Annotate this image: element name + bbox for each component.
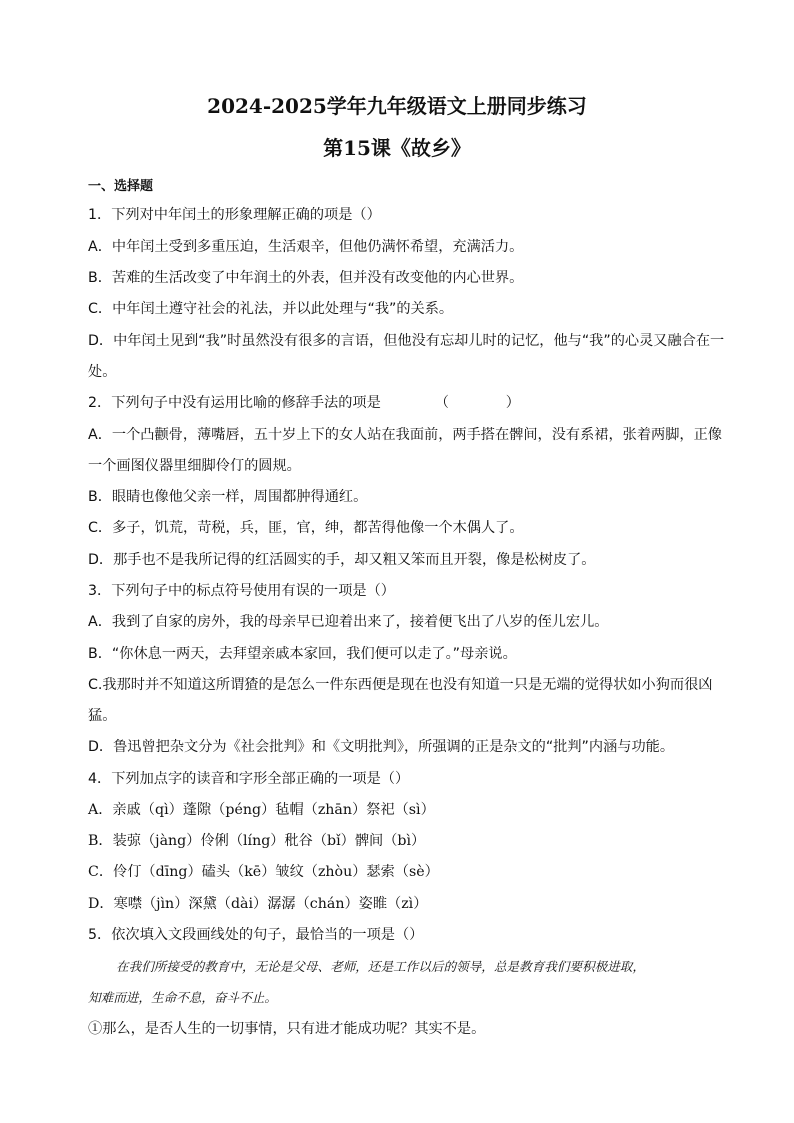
- question-1-stem: 1．下列对中年闰土的形象理解正确的项是（）: [88, 207, 381, 223]
- passage-line-1: 在我们所接受的教育中，无论是父母、老师，还是工作以后的领导，总是教育我们要积极进取，: [116, 959, 645, 974]
- section-heading: 一、选择题: [88, 179, 154, 194]
- question-3-option-d: D．鲁迅曾把杂文分为《社会批判》和《文明批判》，所强调的正是杂文的“批判”内涵与功能。: [88, 739, 675, 755]
- question-3-stem: 3．下列句子中的标点符号使用有误的一项是（）: [88, 583, 395, 599]
- passage-sentence-1: ①那么，是否人生的一切事情，只有进才能成功呢？其实不是。: [88, 1021, 486, 1037]
- question-1-option-c: C．中年闰土遵守社会的礼法，并以此处理与“我”的关系。: [88, 301, 454, 317]
- question-2-option-a: A．一个凸颧骨，薄嘴唇，五十岁上下的女人站在我面前，两手搭在髀间，没有系裙，张着两脚，正像: [88, 427, 722, 443]
- question-2-option-a-continued: 一个画图仪器里细脚伶仃的圆规。: [88, 458, 301, 474]
- question-4-stem: 4．下列加点字的读音和字形全部正确的一项是（）: [88, 771, 410, 787]
- question-2-stem: [88, 392, 713, 414]
- question-3-option-c-continued: 猛。: [88, 708, 117, 724]
- question-2-text: 2．下列句子中没有运用比喻的修辞手法的项是: [88, 395, 381, 411]
- question-1-option-b: B．苦难的生活改变了中年润土的外表，但并没有改变他的内心世界。: [88, 270, 524, 286]
- question-2-option-d: D．那手也不是我所记得的红活圆实的手，却又粗又笨而且开裂，像是松树皮了。: [88, 552, 596, 568]
- question-4-option-a: A．亲戚（qì）蓬隙（péng）毡帽（zhān）祭祀（sì）: [88, 802, 435, 818]
- question-4-option-c: C．伶仃（dīng）磕头（kē）皱纹（zhòu）瑟索（sè）: [88, 864, 439, 880]
- question-4-option-b: B．装弶（jàng）伶俐（líng）秕谷（bǐ）髀间（bì）: [88, 833, 426, 849]
- question-3-option-b: B．“你休息一两天，去拜望亲戚本家回，我们便可以走了。”母亲说。: [88, 646, 517, 662]
- question-5-stem: 5．依次填入文段画线处的句子，最恰当的一项是（）: [88, 927, 424, 943]
- lesson-title: 第15课《故乡》: [323, 136, 471, 160]
- question-4-option-d: D．寒噤（jìn）深黛（dài）潺潺（chán）姿睢（zì）: [88, 896, 428, 912]
- question-1-option-d: D．中年闰土见到“我”时虽然没有很多的言语，但他没有忘却儿时的记忆，他与“我”的心灵又融合在一: [88, 333, 725, 349]
- question-1-option-a: A．中年闰土受到多重压迫，生活艰辛，但他仍满怀希望，充满活力。: [88, 239, 524, 255]
- question-3-option-c: C.我那时并不知道这所谓猹的是怎么一件东西便是现在也没有知道一只是无端的觉得状如小狗而很凶: [88, 677, 713, 693]
- question-2-option-c: C．多子，饥荒，苛税，兵，匪，官，绅，都苦得他像一个木偶人了。: [88, 520, 524, 536]
- question-1-option-d-continued: 处。: [88, 364, 117, 380]
- question-2-option-b: B．眼睛也像他父亲一样，周围都肿得通红。: [88, 489, 368, 505]
- question-3-option-a: A．我到了自家的房外，我的母亲早已迎着出来了，接着便飞出了八岁的侄儿宏儿。: [88, 614, 609, 630]
- document-title: 2024-2025学年九年级语文上册同步练习: [207, 94, 587, 118]
- passage-line-2: 知难而进，生命不息，奋斗不止。: [88, 990, 277, 1005]
- answer-blank: （ ）: [434, 395, 520, 411]
